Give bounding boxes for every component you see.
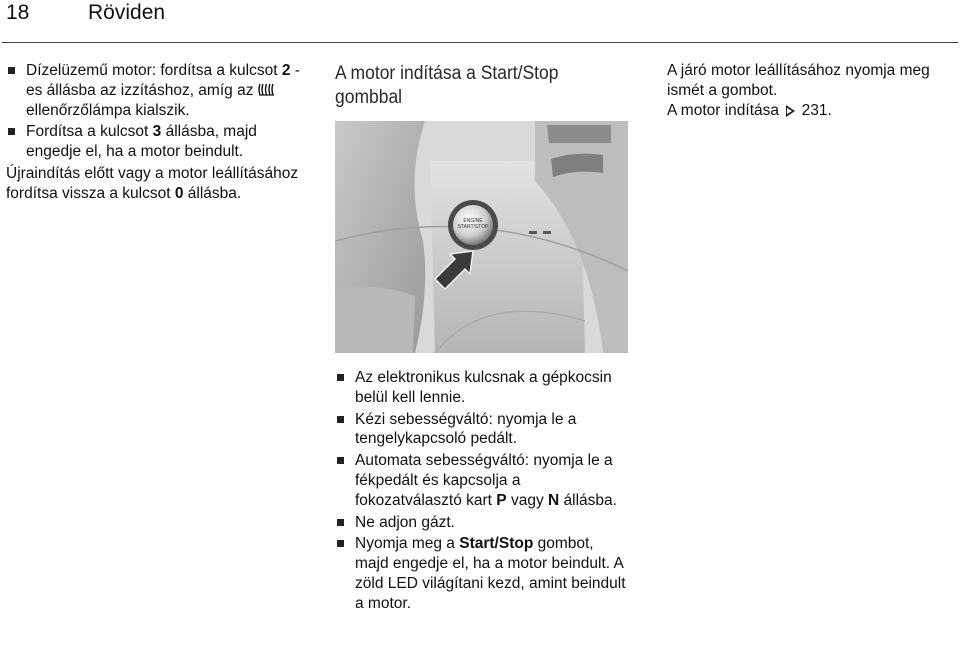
list-item-manual-gearbox: Kézi sebességváltó: nyomja le a tengelykapcsoló pedált.	[335, 410, 627, 450]
list-item-key-position-3: Fordítsa a kulcsot 3 állásba, majd engedje el, ha a motor beindult.	[6, 122, 306, 162]
glow-plug-icon	[258, 82, 275, 99]
button-label-line1: ENGINE	[463, 218, 483, 224]
left-column	[6, 61, 306, 204]
list-item-no-throttle: Ne adjon gázt.	[335, 513, 627, 533]
list-item-press-start-stop: Nyomja meg a Start/Stop gombot, majd engedje el, ha a motor beindult. A zöld LED világítani kezd, amint beindult a motor.	[335, 534, 627, 613]
cross-reference: A motor indítása 231.	[667, 101, 832, 119]
list-item-automatic-gearbox: Automata sebességváltó: nyomja le a fékpedált és kapcsolja a fokozatválasztó kart P vagy N állásba.	[335, 451, 627, 510]
chapter-title: Röviden	[88, 1, 166, 24]
header-divider	[2, 42, 958, 43]
list-item-electronic-key: Az elektronikus kulcsnak a gépkocsin belül kell lennie.	[335, 368, 627, 408]
cross-reference-arrow-icon	[786, 105, 795, 117]
right-column	[667, 61, 957, 120]
start-stop-button-illustration	[335, 121, 628, 353]
page-header	[0, 0, 960, 44]
section-heading: A motor indítása a Start/Stop gombbal	[335, 63, 559, 108]
restart-paragraph: Újraindítás előtt vagy a motor leállításához fordítsa vissza a kulcsot 0 állásba.	[6, 164, 299, 202]
button-label-line2: START/STOP	[457, 224, 489, 230]
middle-column-list	[335, 368, 627, 616]
page-number: 18	[6, 1, 30, 24]
stop-engine-paragraph: A járó motor leállításához nyomja meg ismét a gombot.	[667, 62, 930, 99]
list-item-diesel: Dízelüzemű motor: fordítsa a kulcsot 2 - es állásba az izzításhoz, amíg az ellenőrzőlámpa kialszik.	[6, 61, 306, 120]
